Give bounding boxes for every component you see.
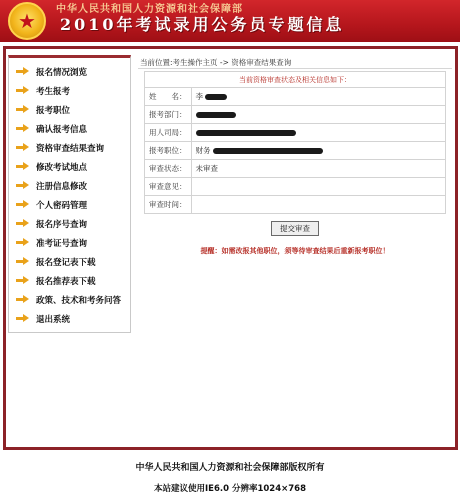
menu-item-label: 报考职位 [36,105,71,116]
table-row [145,142,446,160]
field-value-review-time [191,196,446,214]
menu-item-registration-overview[interactable] [9,62,130,81]
main-frame [3,46,458,450]
header-ministry-name: 中华人民共和国人力资源和社会保障部 [56,4,243,15]
field-value-position-text: 财务 [195,146,211,155]
menu-item-label: 个人密码管理 [36,200,88,211]
arrow-right-icon [16,295,30,304]
arrow-right-icon [16,314,30,323]
menu-item-label: 报名序号查询 [36,219,88,230]
menu-item-faq[interactable] [9,290,130,309]
redaction-mark [196,112,236,118]
arrow-right-icon [16,124,30,133]
site-footer [0,452,460,500]
menu-item-label: 准考证号查询 [36,238,88,249]
arrow-right-icon [16,181,30,190]
arrow-right-icon [16,105,30,114]
field-label-department: 报考部门： [145,106,192,124]
field-value-position [191,142,446,160]
menu-item-label: 退出系统 [36,314,71,325]
field-label-review-time: 审查时间： [145,196,192,214]
field-value-name [191,88,446,106]
arrow-right-icon [16,86,30,95]
menu-item-confirm-info[interactable] [9,119,130,138]
menu-item-label: 政策、技术和考务问答 [36,295,122,306]
arrow-right-icon [16,238,30,247]
table-caption-row [145,72,446,88]
sidebar-menu [8,55,131,333]
redaction-mark [205,94,227,100]
arrow-right-icon [16,162,30,171]
menu-item-label: 资格审查结果查询 [36,143,105,154]
menu-item-label: 注册信息修改 [36,181,88,192]
menu-item-recommendation-form-download[interactable] [9,271,130,290]
menu-item-logout[interactable] [9,309,130,328]
table-row [145,106,446,124]
field-value-review-opinion [191,178,446,196]
table-caption: 当前资格审查状态及相关信息如下： [145,72,446,88]
arrow-right-icon [16,200,30,209]
redaction-mark [213,148,323,154]
menu-item-registration-form-download[interactable] [9,252,130,271]
menu-item-apply[interactable] [9,81,130,100]
copyright-text: 中华人民共和国人力资源和社会保障部版权所有 [135,463,325,473]
field-value-bureau [191,124,446,142]
site-title: 2010年考试录用公务员专题信息 [60,15,345,34]
menu-item-password[interactable] [9,195,130,214]
breadcrumb: 当前位置:考生操作主页 -> 资格审查结果查询 [138,57,452,69]
site-header [0,0,460,42]
content-panel [138,57,452,256]
menu-item-admission-number[interactable] [9,233,130,252]
field-value-department [191,106,446,124]
menu-item-label: 考生报考 [36,86,71,97]
menu-item-review-result[interactable] [9,138,130,157]
table-row [145,124,446,142]
review-status-table [144,71,446,214]
table-row [145,178,446,196]
submit-row [138,216,452,236]
table-row [145,160,446,178]
menu-item-label: 报名情况浏览 [36,67,88,78]
menu-item-label: 报名推荐表下载 [36,276,96,287]
notice-text: 提醒：如需改报其他职位，须等待审查结果后重新报考职位！ [200,247,390,255]
arrow-right-icon [16,67,30,76]
national-emblem-icon [8,2,46,40]
browser-recommendation-text: 本站建议使用IE6.0 分辨率1024×768 [153,484,306,494]
table-row [145,88,446,106]
arrow-right-icon [16,219,30,228]
redaction-mark [196,130,296,136]
arrow-right-icon [16,143,30,152]
menu-item-label: 报名登记表下载 [36,257,96,268]
menu-item-position[interactable] [9,100,130,119]
submit-review-button[interactable]: 提交审查 [271,221,319,236]
field-label-review-status: 审查状态： [145,160,192,178]
menu-item-serial-number[interactable] [9,214,130,233]
table-row [145,196,446,214]
field-value-review-status: 未审查 [191,160,446,178]
menu-item-exam-location[interactable] [9,157,130,176]
arrow-right-icon [16,276,30,285]
arrow-right-icon [16,257,30,266]
menu-item-label: 修改考试地点 [36,162,88,173]
field-label-review-opinion: 审查意见： [145,178,192,196]
menu-item-edit-registration[interactable] [9,176,130,195]
field-label-bureau: 用人司局： [145,124,192,142]
field-label-position: 报考职位： [145,142,192,160]
field-label-name: 姓 名： [145,88,192,106]
field-value-name-text: 李 [195,92,203,101]
menu-item-label: 确认报考信息 [36,124,88,135]
